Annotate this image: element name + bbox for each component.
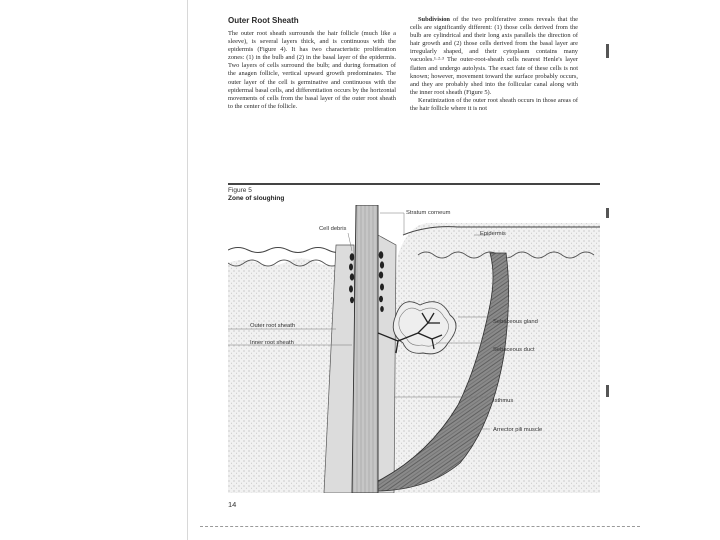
margin-mark — [606, 385, 609, 397]
hair-shaft — [352, 205, 378, 493]
margin-mark — [606, 44, 609, 58]
page-number: 14 — [228, 500, 237, 509]
paragraph-body: of the two proliferative zones reveals that the cells are significantly different: (1) those cells derived from the bulb are cylindrical and their long axis parallels the direction of hair growth and (2) those cells derived from the basal layer are irregularly shaped, and their cytoplasm contains many vacuoles.¹·²·³ The outer-root-sheath cells nearest Henle's layer flatten and undergo autolysis. The exact fate of these cells is not known; however, movement toward the surface probably occurs, and they are probably shed into the follicular canal along with the inner root sheath (Figure 5). — [410, 16, 578, 96]
figure-label: Figure 5 — [228, 187, 252, 194]
callout-outer-root-sheath: Outer root sheath — [250, 323, 296, 329]
margin-mark — [606, 208, 609, 218]
callout-sebaceous-duct: Sebaceous duct — [493, 347, 535, 353]
paragraph — [410, 16, 578, 97]
paragraph-lead: Subdivision — [418, 16, 450, 23]
section-heading: Outer Root Sheath — [228, 16, 299, 25]
callout-sebaceous-gland: Sebaceous gland — [493, 319, 538, 325]
left-text-column — [228, 16, 396, 111]
callout-epidermis: Epidermis — [480, 231, 506, 237]
page-edge-left — [187, 0, 188, 540]
hair-follicle-illustration — [228, 205, 600, 493]
figure-rule — [228, 183, 600, 185]
callout-arrector-pili-muscle: Arrector pili muscle — [493, 427, 543, 433]
epidermis-line — [228, 248, 346, 253]
callout-stratum-corneum: Stratum corneum — [406, 210, 451, 216]
page-edge-bottom — [200, 526, 640, 528]
callout-isthmus: Isthmus — [493, 398, 514, 404]
right-text-column — [410, 16, 578, 113]
paragraph: The outer root sheath surrounds the hair follicle (much like a sleeve), is several layers thick, and is continuous with the epidermis (Figure 4). It has two characteristic proliferation zones: (1) in the bulb and (2) in the basal layer of the epidermis. Two layers of cells surround the bulb; and during formation of the anagen follicle, vertical upward growth predominates. The outer layer of the cell is germinative and continuous with the epidermal basal cells, and differentiation occurs by the horizontal movements of cells from the basal layer of the outer root sheath to the center of the follicle. — [228, 30, 396, 110]
callout-cell-debris: Cell debris — [319, 226, 347, 232]
figure-title: Zone of sloughing — [228, 195, 285, 202]
callout-inner-root-sheath: Inner root sheath — [250, 340, 294, 346]
paragraph: Keratinization of the outer root sheath occurs in those areas of the hair follicle where it is not — [410, 96, 578, 113]
